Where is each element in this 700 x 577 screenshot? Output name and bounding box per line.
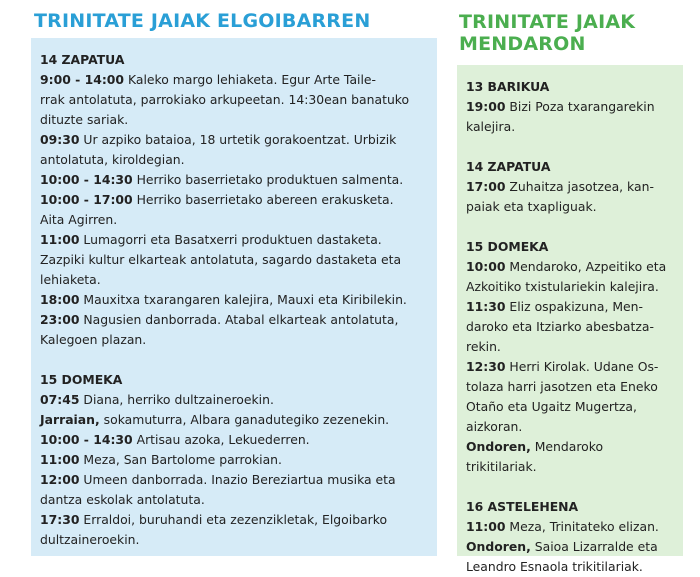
event-line [40,410,429,430]
day-heading: 16 ASTELEHENA [466,499,579,514]
event-time: 09:30 [40,132,80,147]
event-time: 12:00 [40,472,80,487]
day-heading: 15 DOMEKA [466,239,549,254]
event-line [40,150,429,170]
event-line [466,397,677,417]
event-line [40,490,429,510]
event-time: 10:00 - 14:30 [40,432,133,447]
day-spacer [466,137,677,157]
event-text: Leandro Esnaola trikitilariak. [466,559,643,574]
event-time: 10:00 - 14:30 [40,172,133,187]
event-text: tolaza harri jasotzen eta Eneko [466,379,658,394]
event-time: 23:00 [40,312,80,327]
event-line [466,297,677,317]
event-line [40,170,429,190]
event-line [40,110,429,130]
event-text: paiak eta txapliguak. [466,199,597,214]
event-time: 12:30 [466,359,506,374]
event-time: 18:00 [40,292,80,307]
event-line [40,270,429,290]
title-mendaro-line2: MENDARON [459,33,586,55]
event-line [40,390,429,410]
event-line [466,537,677,557]
event-text: Kalegoen plazan. [40,332,147,347]
title-elgoibar: TRINITATE JAIAK ELGOIBARREN [34,10,371,32]
event-text: Erraldoi, buruhandi eta zezenzikletak, Elgoibarko [83,512,388,527]
event-time: 10:00 [466,259,506,274]
event-line [40,450,429,470]
event-line [466,517,677,537]
event-line [40,230,429,250]
event-time: 11:00 [466,519,506,534]
event-line [466,197,677,217]
event-time: 11:00 [40,452,80,467]
event-text: Eliz ospakizuna, Men- [509,299,643,314]
event-text: aizkoran. [466,419,523,434]
event-text: Meza, San Bartolome parrokian. [83,452,282,467]
event-text: Mendaroko trikitilariak. [466,439,604,474]
event-text: Aita Agirren. [40,212,118,227]
event-time: Jarraian, [40,412,100,427]
event-time: Ondoren, [466,539,531,554]
day-spacer [466,217,677,237]
event-text: sokamuturra, Albara ganadutegiko zezenekin. [103,412,390,427]
event-text: lehiaketa. [40,272,101,287]
event-line [466,177,677,197]
event-text: Mauxitxa txarangaren kalejira, Mauxi eta Kiribilekin. [83,292,407,307]
event-line [40,510,429,530]
day-heading: 13 BARIKUA [466,79,550,94]
event-text: dultzaineroekin. [40,532,140,547]
event-line [466,437,677,477]
event-line [40,210,429,230]
event-time: 07:45 [40,392,80,407]
event-time: Ondoren, [466,439,531,454]
event-line [466,377,677,397]
event-line [40,130,429,150]
event-line [40,470,429,490]
event-line [40,70,429,90]
elgoibar-schedule-box [31,38,437,556]
event-text: Zazpiki kultur elkarteak antolatuta, sagardo dastaketa eta [40,252,402,267]
event-time: 11:00 [40,232,80,247]
event-text: Saioa Lizarralde eta [534,539,658,554]
event-text: Diana, herriko dultzaineroekin. [83,392,274,407]
event-text: Herriko baserrietako produktuen salmenta. [136,172,404,187]
event-text: rrak antolatuta, parrokiako arkupeetan. 14:30ean banatuko [40,92,410,107]
event-line [466,97,677,117]
event-line [466,417,677,437]
event-text: Bizi Poza txarangarekin [509,99,655,114]
event-line [466,357,677,377]
event-text: Lumagorri eta Basatxerri produktuen dastaketa. [83,232,382,247]
event-text: Umeen danborrada. Inazio Bereziartua musika eta [83,472,396,487]
event-time: 11:30 [466,299,506,314]
event-text: dantza eskolak antolatuta. [40,492,205,507]
event-line [466,317,677,337]
event-line [40,430,429,450]
title-mendaro-line1: TRINITATE JAIAK [459,11,636,33]
day-heading: 14 ZAPATUA [466,159,551,174]
event-text: kalejira. [466,119,516,134]
event-text: Nagusien danborrada. Atabal elkarteak antolatuta, [83,312,399,327]
event-line [466,277,677,297]
event-line [40,310,429,330]
day-heading: 15 DOMEKA [40,372,123,387]
event-line [40,290,429,310]
event-text: Ur azpiko bataioa, 18 urtetik gorakoentzat. Urbizik [83,132,397,147]
event-text: daroko eta Itziarko abesbatza- [466,319,654,334]
event-text: Meza, Trinitateko elizan. [509,519,659,534]
event-time: 9:00 - 14:00 [40,72,125,87]
event-text: Herriko baserrietako abereen erakusketa. [136,192,394,207]
event-text: rekin. [466,339,501,354]
event-line [40,250,429,270]
event-line [40,90,429,110]
event-line [40,190,429,210]
event-time: 17:00 [466,179,506,194]
event-line [466,557,677,577]
event-text: Azkoitiko txistulariekin kalejira. [466,279,659,294]
event-time: 19:00 [466,99,506,114]
event-text: Zuhaitza jasotzea, kan- [509,179,654,194]
event-text: Artisau azoka, Lekuederren. [136,432,310,447]
event-text: Herri Kirolak. Udane Os- [509,359,659,374]
event-time: 17:30 [40,512,80,527]
event-text: dituzte sariak. [40,112,129,127]
event-text: Kaleko margo lehiaketa. Egur Arte Taile- [127,72,377,87]
event-text: Mendaroko, Azpeitiko eta [509,259,667,274]
event-line [40,530,429,550]
day-spacer [466,477,677,497]
title-mendaro [459,11,689,55]
event-line [40,330,429,350]
event-line [466,257,677,277]
event-text: antolatuta, kiroldegian. [40,152,185,167]
event-line [466,117,677,137]
event-time: 10:00 - 17:00 [40,192,133,207]
event-line [466,337,677,357]
day-spacer [40,350,429,370]
event-text: Otaño eta Ugaitz Mugertza, [466,399,637,414]
mendaro-schedule-box [457,65,683,574]
day-heading: 14 ZAPATUA [40,52,125,67]
